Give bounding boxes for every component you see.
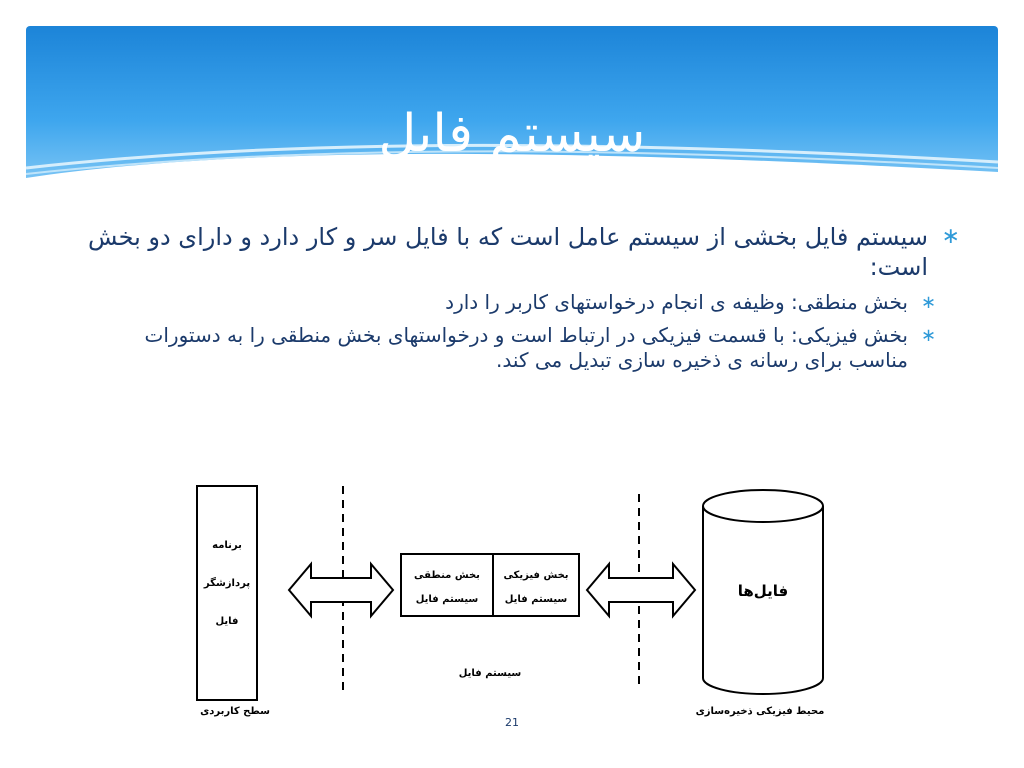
slide-number: 21	[505, 716, 519, 729]
physical-part-box	[493, 554, 579, 616]
physical-part-line1: بخش فیزیکی	[503, 570, 569, 581]
logical-part-line2: سیستم فایل	[415, 594, 479, 605]
storage-env-label: محیط فیزیکی ذخیره‌سازی	[695, 706, 825, 717]
file-system-diagram	[185, 478, 845, 718]
bullet-star-icon: ∗	[941, 224, 960, 249]
bullet-text: بخش منطقی: وظیفه ی انجام درخواستهای کاربر را دارد	[445, 290, 908, 314]
bullet-item	[80, 222, 964, 282]
bullet-star-icon: ∗	[920, 292, 936, 313]
sub-bullet-item	[80, 290, 964, 315]
double-arrow-right	[587, 564, 695, 616]
slide-title: سیستم فایل	[378, 104, 646, 164]
storage-cylinder	[703, 506, 823, 694]
physical-part-line2: سیستم فایل	[504, 594, 568, 605]
bullet-text: سیستم فایل بخشی از سیستم عامل است که با فایل سر و کار دارد و دارای دو بخش است:	[88, 223, 928, 281]
storage-cylinder-top	[703, 490, 823, 522]
logical-part-box	[401, 554, 493, 616]
sub-bullet-item	[80, 323, 964, 373]
app-program-line3: فایل	[215, 616, 239, 627]
title-banner	[26, 26, 998, 198]
double-arrow-left	[289, 564, 393, 616]
bullet-text: بخش فیزیکی: با قسمت فیزیکی در ارتباط است و درخواستهای بخش منطقی را به دستورات مناسب برای رسانه ی ذخیره سازی تبدیل می کند.	[144, 323, 908, 372]
bullet-star-icon: ∗	[920, 325, 936, 346]
file-system-label: سیستم فایل	[458, 668, 522, 679]
logical-part-line1: بخش منطقی	[414, 570, 480, 581]
bullet-list	[80, 222, 964, 381]
app-program-line1: برنامه	[212, 540, 242, 551]
files-label: فایل‌ها	[737, 582, 789, 600]
app-level-label: سطح کاربردی	[200, 706, 270, 717]
app-program-box	[197, 486, 257, 700]
app-program-line2: پردازشگر	[203, 578, 251, 589]
